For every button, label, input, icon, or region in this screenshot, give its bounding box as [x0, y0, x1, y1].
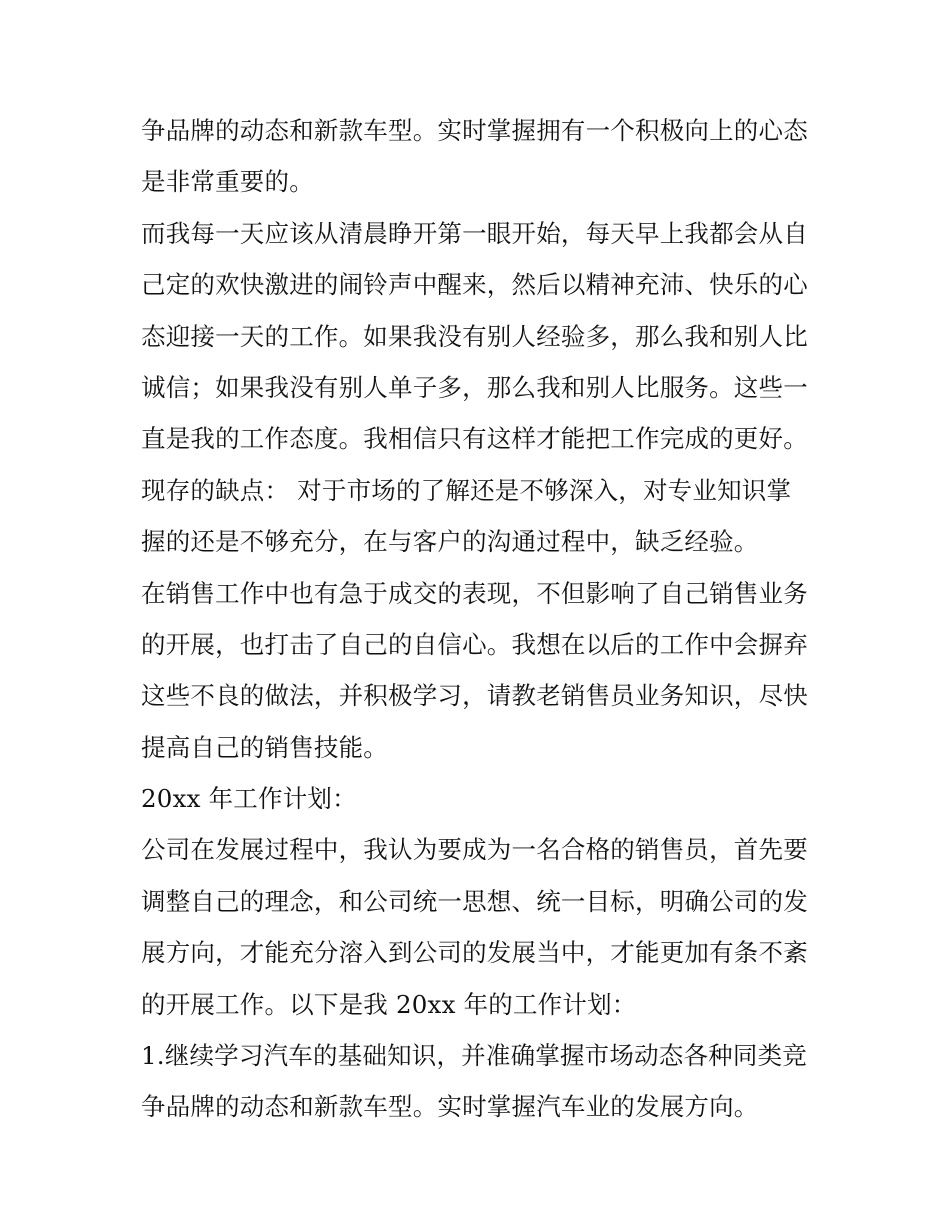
text-line: 在销售工作中也有急于成交的表现，不但影响了自己销售业务 — [141, 578, 808, 608]
text-line: 态迎接一天的工作。如果我没有别人经验多，那么我和别人比 — [141, 321, 808, 351]
text-line: 诚信；如果我没有别人单子多，那么我和别人比服务。这些一 — [141, 372, 808, 402]
text-line: 展方向，才能充分溶入到公司的发展当中，才能更加有条不紊 — [141, 938, 808, 968]
text-line: 公司在发展过程中，我认为要成为一名合格的销售员，首先要 — [141, 835, 808, 865]
text-line: 调整自己的理念，和公司统一思想、统一目标，明确公司的发 — [141, 886, 808, 916]
list-item-text: 争品牌的动态和新款车型。实时掌握汽车业的发展方向。 — [141, 1092, 759, 1122]
document-body — [141, 105, 816, 1133]
text-line: 的开展，也打击了自己的自信心。我想在以后的工作中会摒弃 — [141, 629, 808, 659]
section-heading: 20xx 年工作计划： — [141, 784, 357, 814]
text-line: 这些不良的做法，并积极学习，请教老销售员业务知识，尽快 — [141, 681, 808, 711]
text-line: 现存的缺点： 对于市场的了解还是不够深入，对专业知识掌 — [141, 475, 792, 505]
text-line: 是非常重要的。 — [141, 167, 314, 197]
text-line: 争品牌的动态和新款车型。实时掌握拥有一个积极向上的心态 — [141, 116, 808, 145]
text-line: 直是我的工作态度。我相信只有这样才能把工作完成的更好。 — [141, 424, 808, 454]
text-line: 而我每一天应该从清晨睁开第一眼开始，每天早上我都会从自 — [141, 218, 808, 248]
text-line: 己定的欢快激进的闹铃声中醒来，然后以精神充沛、快乐的心 — [141, 270, 808, 300]
text-line: 提高自己的销售技能。 — [141, 732, 388, 762]
text-line: 握的还是不够充分，在与客户的沟通过程中，缺乏经验。 — [141, 527, 759, 557]
text-line: 的开展工作。以下是我 20xx 年的工作计划： — [141, 989, 637, 1019]
list-item-text: 1.继续学习汽车的基础知识，并准确掌握市场动态各种同类竞 — [141, 1041, 807, 1071]
